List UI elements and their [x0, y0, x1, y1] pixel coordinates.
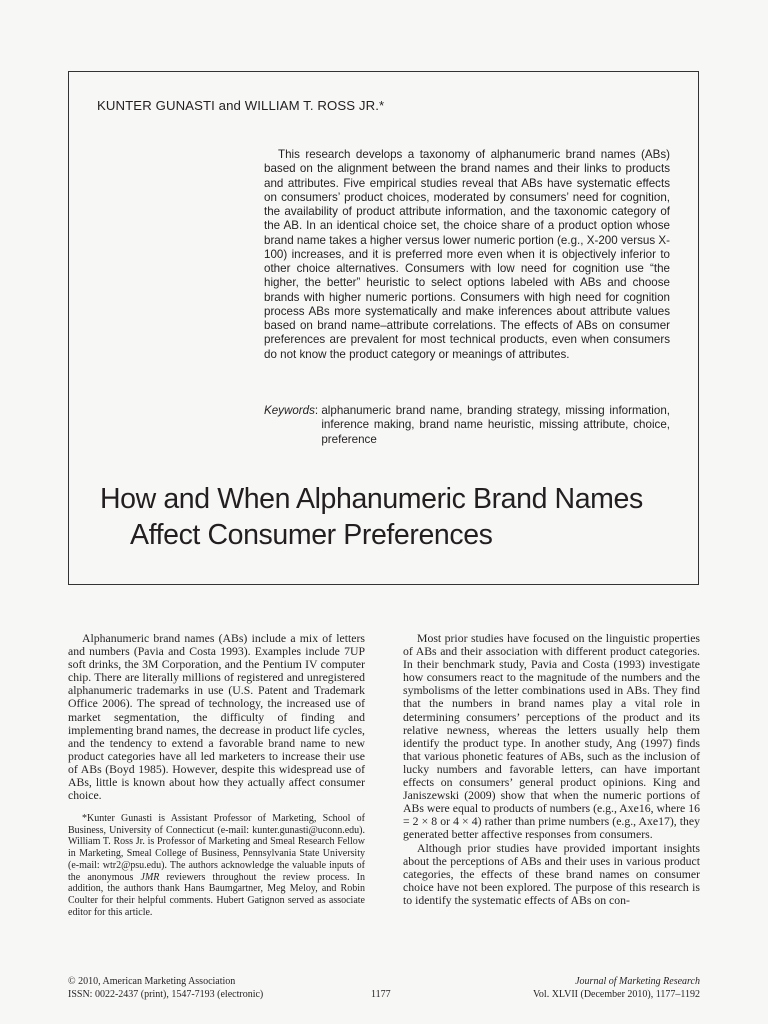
body-column-left	[68, 632, 365, 802]
body-paragraph: Alphanumeric brand names (ABs) include a mix of letters and numbers (Pavia and Costa 1993). Examples include 7UP soft drinks, the 3M Corporation, and the Pentium IV computer chip. There are literally millions of registered and unregistered alphanumeric trademarks in use (U.S. Patent and Trademark Office 2006). The spread of technology, the increased use of market segmentation, the difficulty of finding and implementing brand names, the decrease in product life cycles, and the tendency to extend a favorable brand name to new product categories have all led marketers to increase their use of ABs (Boyd 1985). However, despite this widespread use of ABs, little is known about how they actually affect consumer choice.	[68, 632, 365, 803]
volume-line: Vol. XLVII (December 2010), 1177–1192	[532, 989, 700, 1000]
author-footnote	[68, 813, 365, 918]
page-number	[371, 988, 391, 1001]
copyright-line: © 2010, American Marketing Association	[68, 976, 236, 987]
keywords-label: Keywords	[264, 404, 315, 417]
author-names: KUNTER GUNASTI and WILLIAM T. ROSS JR.*	[97, 98, 385, 113]
page-number-text: 1177	[371, 989, 391, 1000]
keywords-text: alphanumeric brand name, branding strategy, missing information, inference making, brand name heuristic, missing attribute, choice, preference	[321, 404, 670, 446]
article-title	[100, 481, 643, 553]
body-paragraph: Although prior studies have provided important insights about the perceptions of ABs and their uses in various product categories, the effects of these brand names on consumer choice have not been explored. The purpose of this research is to identify the systematic effects of ABs on con-	[403, 841, 700, 907]
footnote-journal-abbrev: JMR	[140, 871, 160, 883]
journal-name: Journal of Marketing Research	[575, 976, 700, 987]
title-line-1: How and When Alphanumeric Brand Names	[100, 483, 643, 515]
title-line-2: Affect Consumer Preferences	[130, 519, 493, 551]
footer-right	[532, 975, 700, 1001]
footer-left	[68, 975, 263, 1001]
issn-line: ISSN: 0022-2437 (print), 1547-7193 (electronic)	[68, 989, 264, 1000]
abstract: This research develops a taxonomy of alphanumeric brand names (ABs) based on the alignment between the brand names and their links to products and attributes. Five empirical studies reveal that ABs have systematic effects on consumers’ product choices, moderated by consumers’ need for cognition, the availability of product attribute information, and the taxonomic category of the AB. In an identical choice set, the choice share of a product option whose brand name takes a higher versus lower numeric portion (e.g., X-200 versus X-100) increases, and it is preferred more even when it is objectively inferior to other choice alternatives. Consumers with low need for cognition use “the higher, the better” heuristic to select options labeled with ABs and choose brands with higher numeric portions. Consumers with high need for cognition process ABs more systematically and make inferences about attribute values based on brand name–attribute correlations. The effects of ABs on consumer preferences are prevalent for most technical products, even when consumers do not know the product category or meanings of attributes.	[264, 148, 670, 361]
keywords: Keywords : alphanumeric brand name, branding strategy, missing information, inference making, brand name heuristic, missing attribute, choice, preference	[264, 404, 670, 446]
body-column-right	[403, 632, 700, 907]
footnote-text-start: *Kunter Gunasti is Assistant Professor of Marketing, School of Business, University of Connecticut (e-mail: kunter.gunasti@uconn.edu). William T. Ross Jr. is Professor of Marketing and Smeal Research Fellow in Marketing, Smeal College of Business, Pennsylvania State University (e-mail: wtr2@psu.edu). The authors acknowledge the valuable inputs of the anonymous	[68, 813, 365, 883]
footnote-text-end: reviewers throughout the review process. In addition, the authors thank Hans Baumgartner, Meg Meloy, and Robin Coulter for their helpful comments. Hubert Gatignon served as associate editor for this article.	[68, 871, 366, 918]
body-paragraph: Most prior studies have focused on the linguistic properties of ABs and their association with different product categories. In their benchmark study, Pavia and Costa (1993) investigate how consumers react to the magnitude of the numbers and the symbolisms of the letter combinations used in ABs. They find that the numbers in brand names play a vital role in determining consumers’ perceptions of the product and its relative newness, whereas the letters usually help them identify the product type. In another study, Ang (1997) finds that various phonetic features of ABs, such as the inclusion of lucky numbers and favorable letters, can have important effects on consumers’ general product opinions. King and Janiszewski (2009) show that when the numeric portions of ABs were equal to products of numbers (e.g., Axe16, where 16 = 2 × 8 or 4 × 4) rather than prime numbers (e.g., Axe17), they generated better affective responses from consumers.	[403, 632, 700, 842]
